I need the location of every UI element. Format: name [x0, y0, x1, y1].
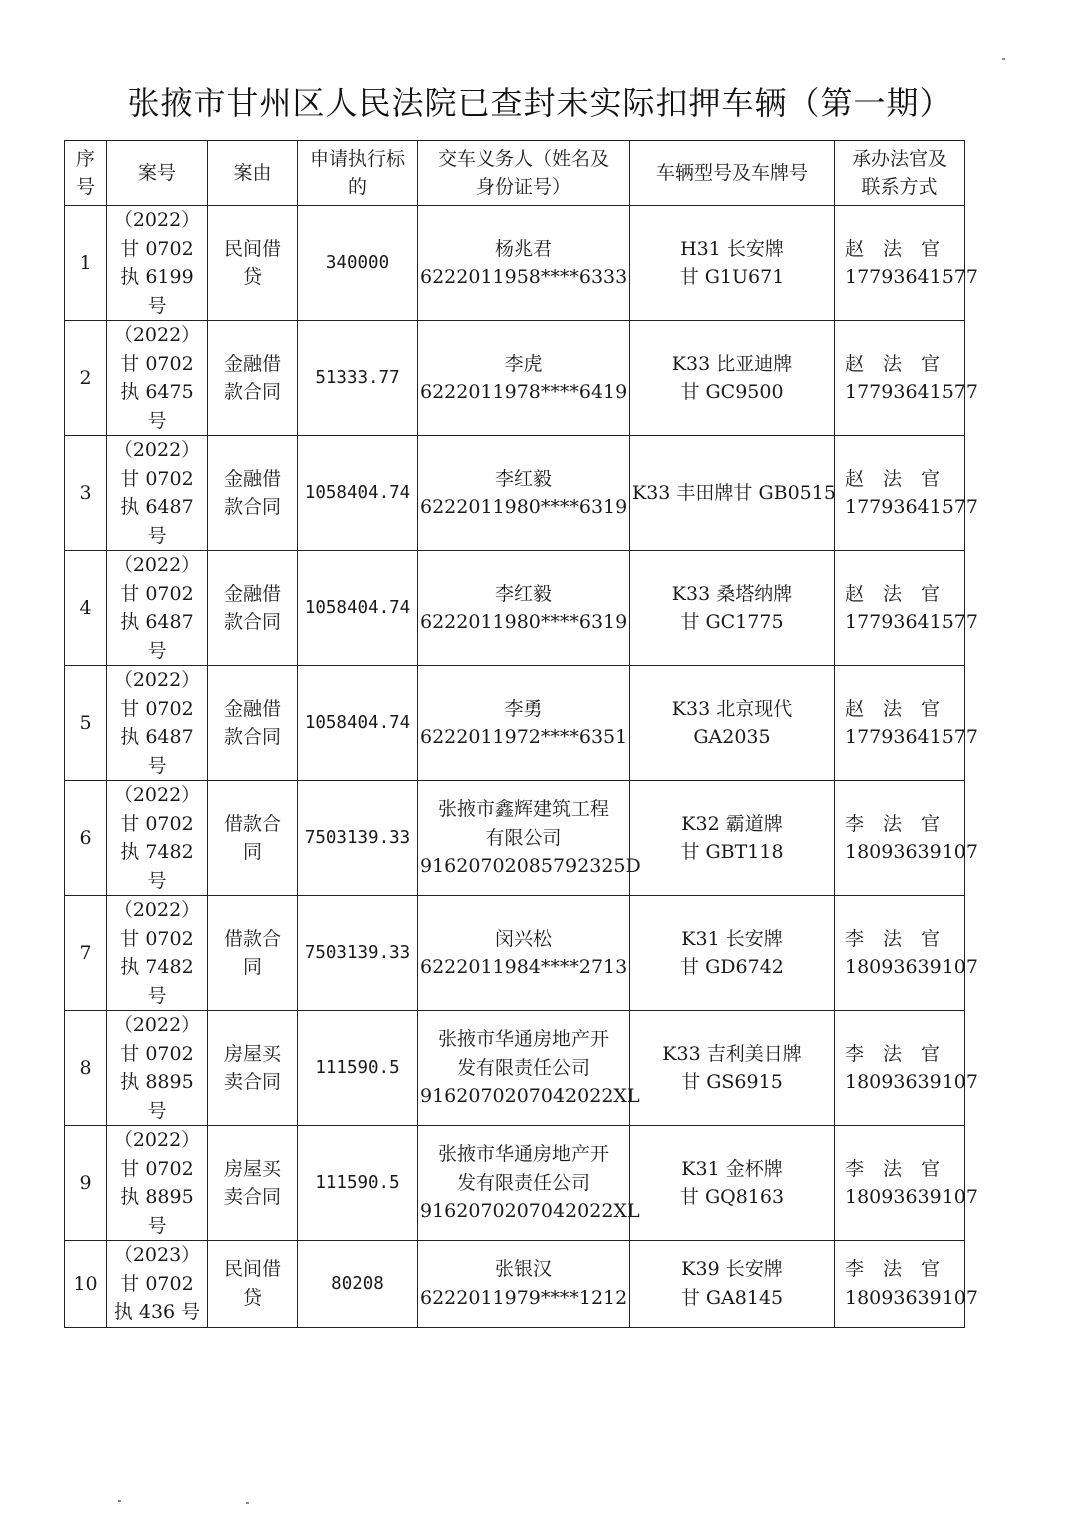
cell-obligor: 杨兆君 6222011958****6333: [418, 206, 630, 321]
cell-cause: 金融借 款合同: [208, 666, 298, 781]
cell-case-no: （2022） 甘 0702 执 6487 号: [107, 436, 208, 551]
cell-cause: 房屋买 卖合同: [208, 1126, 298, 1241]
table-row: [65, 666, 965, 781]
cell-vehicle: K33 吉利美日牌 甘 GS6915: [630, 1011, 835, 1126]
table-row: [65, 1126, 965, 1241]
cell-obligor: 李虎 6222011978****6419: [418, 321, 630, 436]
cell-seq: 9: [65, 1126, 107, 1241]
cell-vehicle: H31 长安牌 甘 G1U671: [630, 206, 835, 321]
cell-seq: 8: [65, 1011, 107, 1126]
table-row: [65, 1011, 965, 1126]
header-cause: 案由: [208, 141, 298, 206]
cell-judge: 李法官 18093639107: [835, 896, 965, 1011]
cell-obligor: 张掖市华通房地产开 发有限责任公司 9162070207042022XL: [418, 1011, 630, 1126]
cell-case-no: （2022） 甘 0702 执 8895 号: [107, 1126, 208, 1241]
table-row: [65, 896, 965, 1011]
cell-amount: 1058404.74: [298, 436, 418, 551]
cell-cause: 房屋买 卖合同: [208, 1011, 298, 1126]
cell-amount: 111590.5: [298, 1011, 418, 1126]
cell-cause: 民间借 贷: [208, 1241, 298, 1328]
cell-obligor: 李红毅 6222011980****6319: [418, 551, 630, 666]
cell-vehicle: K31 长安牌 甘 GD6742: [630, 896, 835, 1011]
cell-obligor: 李勇 6222011972****6351: [418, 666, 630, 781]
header-case-no: 案号: [107, 141, 208, 206]
cell-cause: 金融借 款合同: [208, 321, 298, 436]
document-title: 张掖市甘州区人民法院已查封未实际扣押车辆（第一期）: [127, 84, 953, 122]
cell-vehicle: K33 桑塔纳牌 甘 GC1775: [630, 551, 835, 666]
cell-amount: 1058404.74: [298, 551, 418, 666]
cell-amount: 1058404.74: [298, 666, 418, 781]
cell-case-no: （2023） 甘 0702 执 436 号: [107, 1241, 208, 1328]
cell-cause: 民间借 贷: [208, 206, 298, 321]
cell-case-no: （2022） 甘 0702 执 8895 号: [107, 1011, 208, 1126]
cell-seq: 3: [65, 436, 107, 551]
cell-case-no: （2022） 甘 0702 执 7482 号: [107, 896, 208, 1011]
cell-case-no: （2022） 甘 0702 执 7482 号: [107, 781, 208, 896]
cell-judge: 李法官 18093639107: [835, 1011, 965, 1126]
cell-judge: 赵法官 17793641577: [835, 666, 965, 781]
cell-seq: 6: [65, 781, 107, 896]
cell-case-no: （2022） 甘 0702 执 6487 号: [107, 551, 208, 666]
cell-seq: 1: [65, 206, 107, 321]
scan-speck: [118, 1500, 121, 1502]
cell-judge: 李法官 18093639107: [835, 1126, 965, 1241]
cell-obligor: 张银汉 6222011979****1212: [418, 1241, 630, 1328]
cell-vehicle: K31 金杯牌 甘 GQ8163: [630, 1126, 835, 1241]
cell-case-no: （2022） 甘 0702 执 6199 号: [107, 206, 208, 321]
cell-amount: 51333.77: [298, 321, 418, 436]
cell-cause: 借款合 同: [208, 896, 298, 1011]
cell-judge: 赵法官 17793641577: [835, 436, 965, 551]
cell-seq: 4: [65, 551, 107, 666]
table-row: [65, 1241, 965, 1328]
scan-speck: [246, 1502, 249, 1504]
cell-cause: 金融借 款合同: [208, 551, 298, 666]
cell-seq: 10: [65, 1241, 107, 1328]
cell-case-no: （2022） 甘 0702 执 6475 号: [107, 321, 208, 436]
header-row: [65, 141, 965, 206]
cell-judge: 李法官 18093639107: [835, 1241, 965, 1328]
cell-amount: 7503139.33: [298, 781, 418, 896]
cell-vehicle: K32 霸道牌 甘 GBT118: [630, 781, 835, 896]
vehicle-table: [64, 140, 978, 1328]
scan-speck: [1002, 58, 1005, 60]
header-vehicle: 车辆型号及车牌号: [630, 141, 835, 206]
cell-amount: 80208: [298, 1241, 418, 1328]
cell-obligor: 李红毅 6222011980****6319: [418, 436, 630, 551]
header-amount: 申请执行标 的: [298, 141, 418, 206]
cell-seq: 2: [65, 321, 107, 436]
header-judge: 承办法官及 联系方式: [835, 141, 965, 206]
table-row: [65, 436, 965, 551]
cell-vehicle: K33 丰田牌甘 GB0515: [630, 436, 835, 551]
table-row: [65, 781, 965, 896]
cell-obligor: 张掖市华通房地产开 发有限责任公司 9162070207042022XL: [418, 1126, 630, 1241]
cell-seq: 7: [65, 896, 107, 1011]
table-row: [65, 551, 965, 666]
cell-vehicle: K33 北京现代 GA2035: [630, 666, 835, 781]
cell-amount: 7503139.33: [298, 896, 418, 1011]
cell-cause: 借款合 同: [208, 781, 298, 896]
cell-judge: 赵法官 17793641577: [835, 321, 965, 436]
cell-judge: 赵法官 17793641577: [835, 206, 965, 321]
cell-obligor: 闵兴松 6222011984****2713: [418, 896, 630, 1011]
cell-cause: 金融借 款合同: [208, 436, 298, 551]
header-seq: 序 号: [65, 141, 107, 206]
cell-judge: 赵法官 17793641577: [835, 551, 965, 666]
cell-judge: 李法官 18093639107: [835, 781, 965, 896]
cell-amount: 111590.5: [298, 1126, 418, 1241]
header-obligor: 交车义务人（姓名及 身份证号）: [418, 141, 630, 206]
cell-obligor: 张掖市鑫辉建筑工程 有限公司 91620702085792325D: [418, 781, 630, 896]
table-row: [65, 321, 965, 436]
cell-vehicle: K39 长安牌 甘 GA8145: [630, 1241, 835, 1328]
cell-case-no: （2022） 甘 0702 执 6487 号: [107, 666, 208, 781]
cell-seq: 5: [65, 666, 107, 781]
cell-amount: 340000: [298, 206, 418, 321]
table-row: [65, 206, 965, 321]
cell-vehicle: K33 比亚迪牌 甘 GC9500: [630, 321, 835, 436]
